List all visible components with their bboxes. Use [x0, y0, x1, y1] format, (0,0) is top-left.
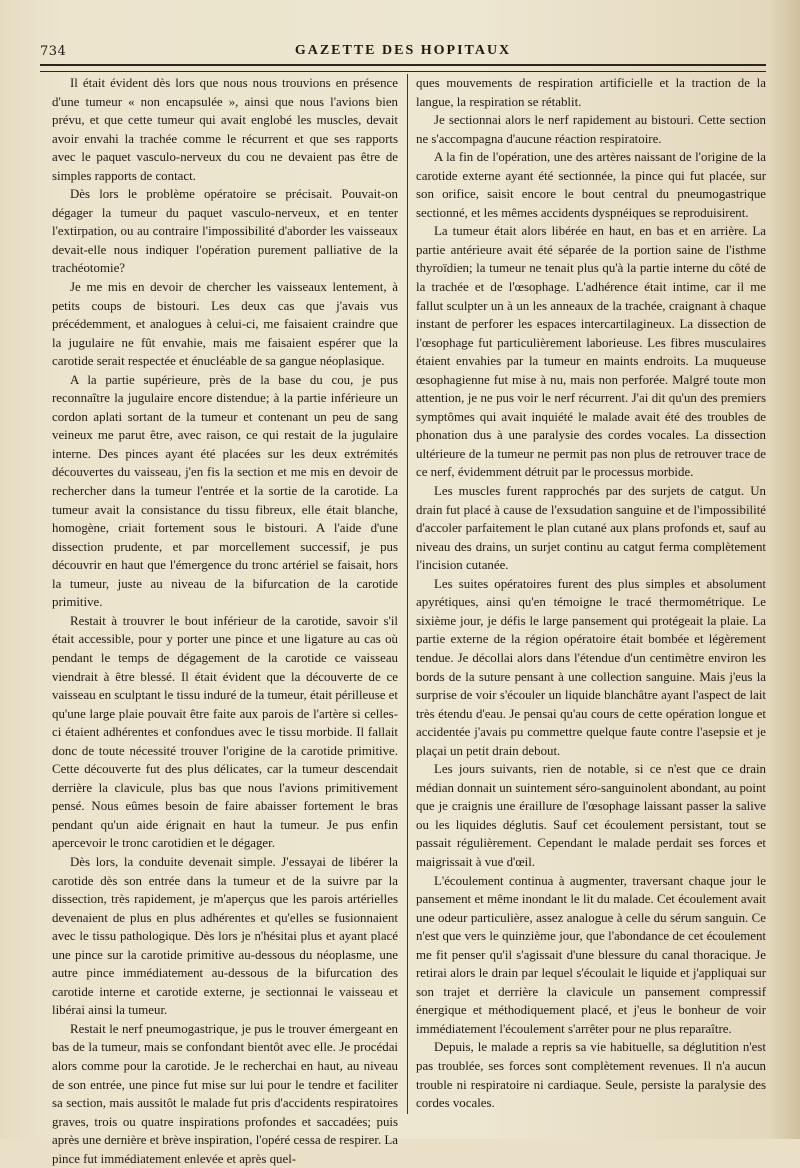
paragraph-continuation: ques mouvements de respiration artificielle et la traction de la langue, la respiration se rétablit.	[416, 76, 766, 109]
paragraph: Depuis, le malade a repris sa vie habituelle, sa déglutition n'est pas troublée, ses forces sont complètement revenues. Il n'a aucun trouble ni respiratoire ni cardiaque. Seule, persiste la paralysie des cordes vocales.	[416, 1040, 766, 1111]
paragraph: Les suites opératoires furent des plus simples et absolument apyrétiques, ainsi qu'en témoigne le tracé thermométrique. Le sixième jour, je défis le large pansement qui protégeait la plaie. La partie externe de la région opératoire était bombée et légèrement tendue. Je décollai alors dans l'étendue d'un centimètre environ les bords de la suture pensant à une collection sanguine. Mais j'eus la surprise de voir s'écouler un liquide blanchâtre ayant l'aspect de lait très étendu d'eau. Je pensai qu'au cours de cette opération longue et accidentée j'avais pu commettre quelque faute contre l'asepsie et je plaçai un petit drain debout.	[416, 576, 766, 758]
left-column	[52, 74, 398, 1168]
journal-title: GAZETTE DES HOPITAUX	[294, 43, 512, 58]
paragraph: Je sectionnai alors le nerf rapidement au bistouri. Cette section ne s'accompagna d'aucune réaction respiratoire.	[416, 113, 766, 146]
paragraph: Je me mis en devoir de chercher les vaisseaux lentement, à petits coups de bistouri. Les deux cas que j'avais vus précédemment, et analogues à celui-ci, me faisaient craindre que la jugulaire ne fût envahie, mais me faisaient espérer que la carotide serait respectée et énucléable de sa gangue néoplasique.	[52, 280, 398, 369]
paragraph: Dès lors, la conduite devenait simple. J'essayai de libérer la carotide dès son entrée dans la tumeur et de la suivre par la dissection, très rapidement, je m'aperçus que les parois artérielles devenaient de plus en plus adhérentes et qu'elles se fusionnaient avec le tissu pathologique. Dès lors je n'hésitai plus et ayant placé une pince sur la carotide primitive au-dessous du néoplasme, une autre pince immédiatement au-dessous de la bifurcation des carotide interne et carotide externe, je sectionnai le vaisseau et libérai ainsi la tumeur.	[52, 854, 398, 1018]
header-rule	[40, 64, 766, 72]
column-divider	[407, 74, 408, 1114]
paragraph: Il était évident dès lors que nous nous trouvions en présence d'une tumeur « non encapsulée », ainsi que nous l'avions bien prévu, et que cette tumeur qui avait englobé les muscles, devait avoir envahi la trachée comme le récurrent et que ses rapports avec le paquet vasculo-nerveux du cou ne devaient pas être de simples rapports de contact.	[52, 76, 398, 183]
paragraph: L'écoulement continua à augmenter, traversant chaque jour le pansement et même inondant le lit du malade. Cet écoulement avait une odeur particulière, assez analogue à celle du sérum sanguin. Ce n'est que vers le quinzième jour, que l'abondance de cet écoulement me fit penser qu'il s'agissait d'une blessure du canal thoracique. Je retirai alors le drain par lequel s'écoulait le liquide et j'appliquai sur son trajet et derrière la clavicule un pansement compressif énergique et méthodiquement placé, et j'eus le bonheur de voir immédiatement l'écoulement s'arrêter pour ne plus reparaître.	[416, 873, 766, 1036]
paragraph: Dès lors le problème opératoire se précisait. Pouvait-on dégager la tumeur du paquet vasculo-nerveux, et en tenter l'extirpation, ou au contraire l'impossibilité d'aborder les vaisseaux devait-elle nous indiquer l'opération purement palliative de la trachéotomie?	[52, 187, 398, 276]
paragraph: La tumeur était alors libérée en haut, en bas et en arrière. La partie antérieure avait été séparée de la portion saine de l'isthme thyroïdien; la tumeur ne tenait plus qu'à la partie interne du côté de la trachée et de l'œsophage. L'adhérence était intime, car il me fallut sculpter un à un les anneaux de la trachée, craignant à chaque instant de perforer les espaces intercartilagineux. La dissection de l'œsophage fut particulièrement laborieuse. Les fibres musculaires étaient envahies par la tumeur en maints endroits. La muqueuse œsophagienne fut mise à nu, mais non perforée. Malgré toute mon attention, je ne pus voir le nerf récurrent. J'ai dit qu'un des premiers symptômes qui avait inquiété le malade avait été des troubles de phonation dus à une paralysie des cordes vocales. La dissection ultérieure de la tumeur ne permit pas non plus de retrouver trace de ce nerf, évidemment détruit par le processus morbide.	[416, 224, 766, 480]
page-number: 734	[40, 44, 67, 59]
paragraph: A la fin de l'opération, une des artères naissant de l'origine de la carotide externe ayant été sectionnée, la pince qui fut placée, sur son orifice, saisit encore le bout central du pneumogastrique sectionné, et les mêmes accidents dyspnéiques se reproduisirent.	[416, 150, 766, 220]
paragraph: Restait à trouvrer le bout inférieur de la carotide, savoir s'il était accessible, pour y porter une pince et une ligature au cas où pendant le temps de dégagement de la carotide ce vaisseau viendrait à être blessé. Il était évident que la découverte de ce vaisseau en sculptant le tissu induré de la tumeur, était périlleuse et qu'une large plaie pouvait être faite aux parois de l'artère si celles-ci étaient adhérentes et confondues avec le tissu morbide. Il fallait donc de toute nécessité trouver l'origine de la carotide primitive. Cette découverte fut des plus délicates, car la tumeur descendait derrière la clavicule, plus bas que nous l'avions primitivement pensé. Nous eûmes besoin de faire abaisser fortement le bras pendant qu'un aide érignait en haut la tumeur. Je pus enfin apercevoir le tronc carotidien et le dégager.	[52, 613, 398, 851]
paragraph: A la partie supérieure, près de la base du cou, je pus reconnaître la jugulaire encore distendue; à la partie inférieure un cordon aplati sortant de la tumeur et contenant un peu de sang veineux me parut être, avec raison, ce qui restait de la jugulaire interne. Des pinces ayant été placées sur les deux extrémités découvertes du vaisseau, j'en fis la section et me mis en devoir de rechercher dans la tumeur l'entrée et la sortie de la carotide. La tumeur avait la consistance du tissu fibreux, elle était blanche, homogène, criait fortement sous le bistouri. A l'aide d'une dissection prudente, et par morcellement successif, je pus découvrir en haut que l'émergence du tronc artériel se faisait, hors la tumeur, juste au niveau de la bifurcation de la carotide primitive.	[52, 372, 398, 610]
paragraph: Les muscles furent rapprochés par des surjets de catgut. Un drain fut placé à cause de l'exsudation sanguine et de l'impossibilité d'accoler parfaitement le plan cutané aux plans profonds et, sauf au niveau des drains, un surjet continu au catgut ferma complètement l'incision cutanée.	[416, 484, 766, 573]
paragraph: Les jours suivants, rien de notable, si ce n'est que ce drain médian donnait un suintement séro-sanguinolent abondant, au point que je craignis une éraillure de l'œsophage laissant passer la salive ou les liquides déglutis. Sauf cet écoulement persistant, tout se passait régulièrement. Cependant le malade perdait ses forces et maigrissait à vue d'œil.	[416, 762, 766, 869]
paragraph: Restait le nerf pneumogastrique, je pus le trouver émergeant en bas de la tumeur, mais se confondant bientôt avec elle. Je procédai alors comme pour la carotide. Je le recherchai en haut, au niveau de son entrée, une pince fut mise sur lui pour le tendre et faciliter sa section, mais aussitôt le malade fut pris d'accidents respiratoires graves, trois ou quatre inspirations profondes et saccadées; puis après une dernière et brève inspiration, l'opéré cessa de respirer. La pince fut immédiatement enlevée et après quel-	[52, 1021, 398, 1166]
right-column	[416, 74, 766, 1113]
page-header	[40, 40, 766, 66]
